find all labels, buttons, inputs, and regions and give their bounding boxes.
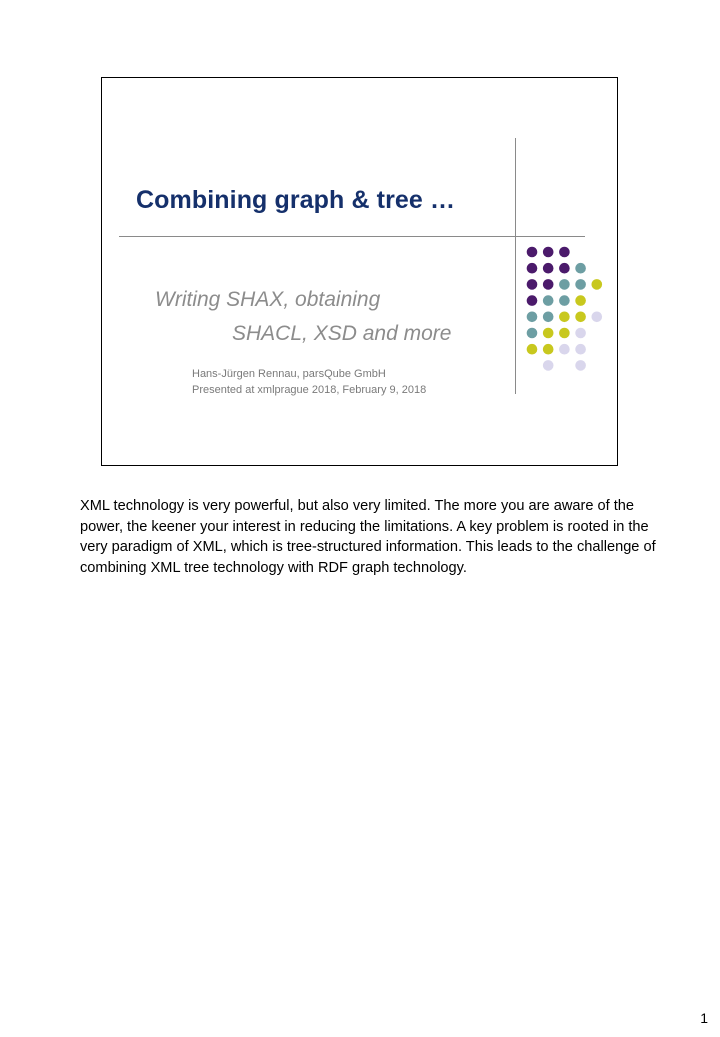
dot-teal [559, 295, 570, 306]
dot-purple [543, 263, 554, 274]
dot-yellow [575, 312, 586, 323]
slide-thumbnail [101, 77, 618, 466]
slide-author: Hans-Jürgen Rennau, parsQube GmbH [192, 368, 386, 380]
dot-lavender [575, 328, 586, 339]
dot-lavender [559, 344, 570, 355]
dot-teal [575, 279, 586, 290]
dot-yellow [559, 312, 570, 323]
decorative-dot-grid [102, 78, 619, 467]
dot-teal [575, 263, 586, 274]
dot-purple [559, 247, 570, 258]
slide-subtitle-line-1: Writing SHAX, obtaining [155, 288, 381, 311]
dot-teal [527, 328, 538, 339]
dot-yellow [575, 295, 586, 306]
dot-purple [543, 247, 554, 258]
dot-lavender [543, 360, 554, 371]
dot-teal [527, 312, 538, 323]
dot-lavender [575, 344, 586, 355]
page-number: 1 [700, 1010, 708, 1026]
speaker-notes: XML technology is very powerful, but also very limited. The more you are aware of the power, the keener your interest in reducing the limitations. A key problem is rooted in the very paradigm of XML, which is tree-structured information. This leads to the challenge of combining XML tree technology with RDF graph technology. [80, 498, 656, 576]
dot-yellow [527, 344, 538, 355]
slide-presented-at: Presented at xmlprague 2018, February 9, 2018 [192, 384, 427, 396]
dot-purple [559, 263, 570, 274]
slide-vertical-rule [515, 138, 516, 394]
dot-purple [527, 247, 538, 258]
dot-yellow [559, 328, 570, 339]
dot-teal [543, 312, 554, 323]
dot-yellow [592, 279, 603, 290]
dot-yellow [543, 328, 554, 339]
dot-purple [543, 279, 554, 290]
dot-purple [527, 295, 538, 306]
dot-teal [543, 295, 554, 306]
dot-purple [527, 279, 538, 290]
dot-lavender [575, 360, 586, 371]
slide-title: Combining graph & tree … [136, 186, 456, 214]
slide-subtitle-line-2: SHACL, XSD and more [232, 322, 452, 345]
dot-teal [559, 279, 570, 290]
dot-lavender [592, 312, 603, 323]
dot-yellow [543, 344, 554, 355]
dot-purple [527, 263, 538, 274]
